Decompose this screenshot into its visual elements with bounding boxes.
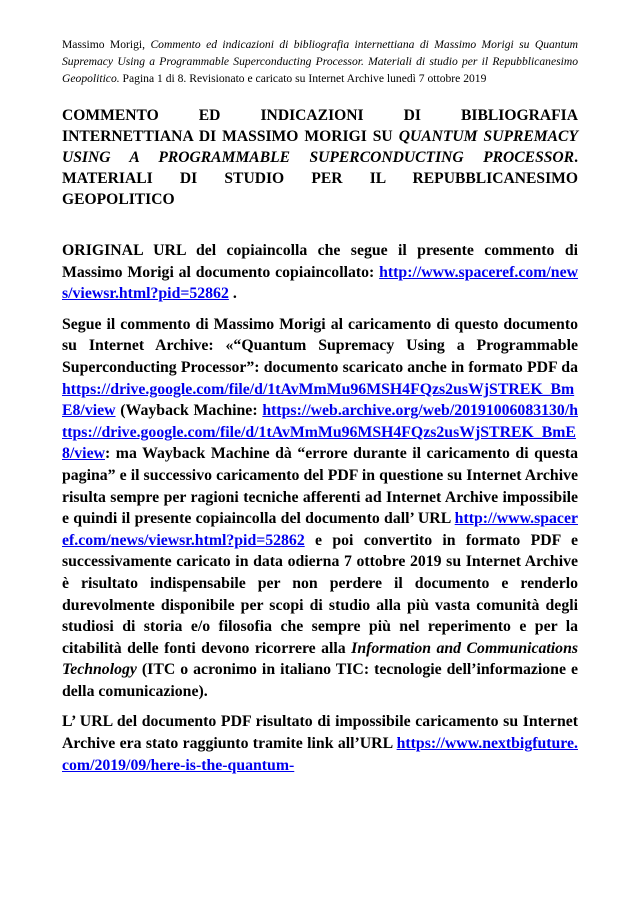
running-header <box>62 36 578 87</box>
p2-italic-ict: Information and Communications Technology <box>62 639 579 679</box>
wayback-machine-link[interactable]: https://web.archive.org/web/20191006083130/https://drive.google.com/file/d/1tAvMmMu96MSH4FQzs2usWjSTREK_BmE8/view <box>62 402 578 463</box>
document-body <box>62 240 578 776</box>
paragraph-commento <box>62 314 578 703</box>
header-author: Massimo Morigi, <box>62 38 146 51</box>
p3-text: L’ URL del documento PDF risultato di impossibile caricamento su Internet Archive era stato raggiunto tramite link all’URL <box>62 713 578 753</box>
spaceref-link-2[interactable]: http://www.spaceref.com/news/viewsr.html?pid=52862 <box>62 510 578 549</box>
p2-text-e: (ITC o acronimo in italiano TIC: tecnologie dell’informazione e della comunicazione). <box>62 661 578 700</box>
title-part-2: QUANTUM SUPREMACY USING A PROGRAMMABLE SUPERCONDUCTING PROCESSOR <box>62 128 578 166</box>
header-page-info: Pagina 1 di 8. <box>122 72 187 85</box>
google-drive-link[interactable]: https://drive.google.com/file/d/1tAvMmMu96MSH4FQzs2usWjSTREK_BmE8/view <box>62 380 575 420</box>
p2-text-a: Segue il commento di Massimo Morigi al caricamento di questo documento su Internet Archive: «“Quantum Supremacy Using a Programmable Superconducting Processor”: documento scaricato anche in formato PDF da <box>62 315 578 376</box>
document-title <box>62 105 578 210</box>
paragraph-original-url <box>62 240 578 305</box>
paragraph-url-pdf <box>62 711 578 776</box>
document-page <box>62 36 578 785</box>
p2-text-d: e poi convertito in formato PDF e successivamente caricato in data odierna 7 ottobre 2019 su Internet Archive è risultato indispensabile per non perdere il documento e renderlo durevolmente disponibile per scopi di studio alla più vasta comunità degli studiosi di storia e/o filosofia che sempre più nel reperimento e per la citabilità delle fonti devono ricorrere alla <box>62 531 578 657</box>
p1-end: . <box>232 285 237 303</box>
header-status: Revisionato e caricato su Internet Archive lunedì 7 ottobre 2019 <box>189 72 487 85</box>
spaceref-link[interactable]: http://www.spaceref.com/news/viewsr.html?pid=52862 <box>62 263 579 303</box>
p1-text: ORIGINAL URL del copiaincolla che segue il presente commento di Massimo Morigi al documento copiaincollato: <box>62 242 578 281</box>
p2-text-b: (Wayback Machine: <box>120 402 258 420</box>
nextbigfuture-link[interactable]: https://www.nextbigfuture.com/2019/09/here-is-the-quantum- <box>62 735 578 774</box>
p2-text-c: : ma Wayback Machine dà “errore durante il caricamento di questa pagina” e il successivo caricamento del PDF in questione su Internet Archive risulta sempre per ragioni tecniche afferenti ad Internet Archive impossibile e quindi il presente copiaincolla del documento dall’ URL <box>62 445 578 528</box>
title-part-1: COMMENTO ED INDICAZIONI DI BIBLIOGRAFIA INTERNETTIANA DI MASSIMO MORIGI SU <box>62 107 578 145</box>
title-part-3: . MATERIALI DI STUDIO PER IL REPUBBLICANESIMO GEOPOLITICO <box>62 149 578 208</box>
header-title: Commento ed indicazioni di bibliografia internettiana di Massimo Morigi su Quantum Supremacy Using a Programmable Superconducting Processor. Materiali di studio per il Repubblicanesimo Geopolitico. <box>62 38 578 85</box>
